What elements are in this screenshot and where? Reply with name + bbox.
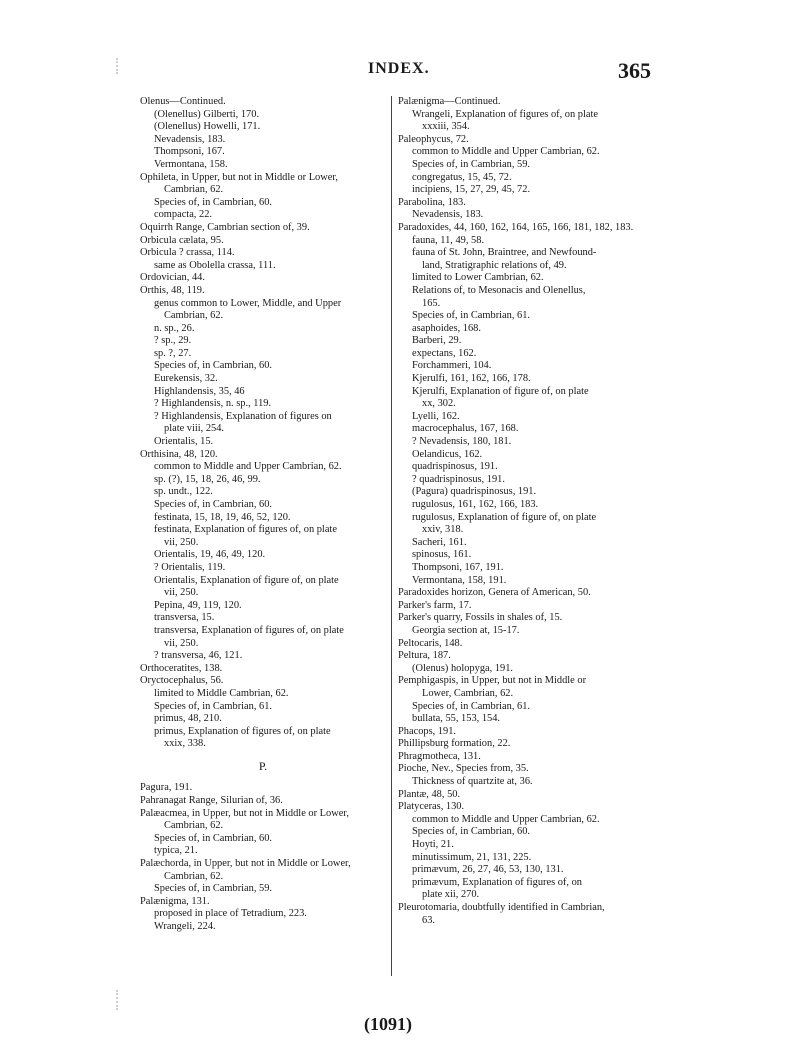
index-subentry: Species of, in Cambrian, 59. [412, 158, 531, 170]
index-entry: Ophileta, in Upper, but not in Middle or Lower, [140, 171, 338, 183]
section-letter: P. [258, 758, 268, 773]
margin-mark [116, 58, 128, 74]
index-subentry: vii, 250. [164, 637, 199, 649]
index-entry: Pahranagat Range, Silurian of, 36. [140, 795, 283, 807]
index-subentry: quadrispinosus, 191. [412, 461, 498, 473]
index-subentry: Cambrian, 62. [164, 184, 224, 196]
index-subentry: Orientalis, 19, 46, 49, 120. [154, 549, 266, 561]
index-subentry: Lower, Cambrian, 62. [422, 687, 514, 699]
index-subentry: Vermontana, 158, 191. [412, 574, 507, 586]
index-subentry: primus, Explanation of figures of, on plate [154, 725, 331, 737]
index-subentry: Georgia section at, 15-17. [412, 624, 520, 636]
index-entry: Platyceras, 130. [398, 801, 465, 813]
index-subentry: minutissimum, 21, 131, 225. [412, 851, 532, 863]
index-subentry: Thickness of quartzite at, 36. [412, 776, 533, 788]
index-subentry: xxix, 338. [164, 738, 206, 750]
index-entry: Phillipsburg formation, 22. [398, 738, 511, 750]
index-subentry: expectans, 162. [412, 347, 477, 359]
index-subentry: transversa, 15. [154, 612, 215, 624]
index-subentry: Thompsoni, 167. [154, 146, 225, 158]
index-subentry: ? Nevadensis, 180, 181. [412, 436, 512, 448]
index-entry: Peltocaris, 148. [398, 637, 463, 649]
index-subentry: Nevadensis, 183. [412, 209, 484, 221]
index-entry: Palæchorda, in Upper, but not in Middle or Lower, [140, 858, 351, 870]
index-subentry: Thompsoni, 167, 191. [412, 561, 504, 573]
index-subentry: xxiv, 318. [422, 524, 464, 536]
index-subentry: xx, 302. [422, 398, 456, 410]
index-subentry: Cambrian, 62. [164, 310, 224, 322]
index-subentry: spinosus, 161. [412, 549, 472, 561]
index-subentry: Pepina, 49, 119, 120. [154, 599, 242, 611]
index-subentry: bullata, 55, 153, 154. [412, 713, 501, 725]
index-entry: Paradoxides horizon, Genera of American, 50. [398, 587, 591, 599]
column-divider [391, 96, 392, 976]
index-subentry: Oelandicus, 162. [412, 448, 483, 460]
index-subentry: Species of, in Cambrian, 61. [154, 700, 273, 712]
index-subentry: sp. ?, 27. [154, 347, 192, 359]
index-subentry: Species of, in Cambrian, 60. [154, 499, 273, 510]
index-subentry: limited to Lower Cambrian, 62. [412, 272, 544, 284]
index-subentry: 165. [422, 297, 441, 309]
index-subentry: Highlandensis, 35, 46 [154, 385, 245, 397]
index-subentry: compacta, 22. [154, 209, 212, 221]
index-subentry: typica, 21. [154, 845, 198, 857]
index-subentry: festinata, 15, 18, 19, 46, 52, 120. [154, 511, 291, 523]
index-subentry: incipiens, 15, 27, 29, 45, 72. [412, 184, 531, 196]
index-subentry: (Pagura) quadrispinosus, 191. [412, 486, 537, 498]
index-subentry: xxxiii, 354. [422, 121, 470, 133]
index-subentry: Relations of, to Mesonacis and Olenellus, [412, 284, 586, 296]
index-entry: Olenus—Continued. [140, 96, 226, 107]
index-subentry: (Olenus) holopyga, 191. [412, 662, 514, 674]
index-subentry: rugulosus, Explanation of figure of, on plate [412, 511, 597, 523]
index-subentry: Species of, in Cambrian, 60. [412, 826, 531, 838]
index-subentry: transversa, Explanation of figures of, on plate [154, 624, 344, 636]
index-entry: Orbicula ? crassa, 114. [140, 247, 235, 259]
index-subentry: primus, 48, 210. [154, 713, 222, 725]
index-subentry: Species of, in Cambrian, 60. [154, 832, 273, 844]
index-subentry: Orientalis, 15. [154, 436, 214, 448]
index-subentry: same as Obolella crassa, 111. [154, 259, 276, 271]
index-entry: Pemphigaspis, in Upper, but not in Middle or [398, 675, 587, 687]
index-subentry: Hoyti, 21. [412, 839, 454, 851]
index-entry: Pagura, 191. [140, 782, 193, 794]
index-subentry: ? transversa, 46, 121. [154, 650, 243, 662]
index-subentry: Vermontana, 158. [154, 158, 228, 170]
index-subentry: Sacheri, 161. [412, 536, 467, 548]
index-subentry: ? Highlandensis, Explanation of figures on [154, 410, 332, 422]
index-subentry: limited to Middle Cambrian, 62. [154, 687, 289, 699]
index-subentry: Orientalis, Explanation of figure of, on plate [154, 574, 339, 586]
index-subentry: Lyelli, 162. [412, 410, 460, 422]
index-entry: Plantæ, 48, 50. [398, 788, 461, 800]
index-subentry: land, Stratigraphic relations of, 49. [422, 259, 567, 271]
index-subentry: common to Middle and Upper Cambrian, 62. [412, 813, 600, 825]
index-subentry: Forchammeri, 104. [412, 360, 492, 372]
index-column-left [140, 96, 386, 934]
index-subentry: 63. [422, 914, 435, 926]
index-subentry: vii, 250. [164, 536, 199, 548]
index-entry: Pleurotomaria, doubtfully identified in Cambrian, [398, 902, 605, 913]
index-subentry: Wrangeli, 224. [154, 921, 216, 932]
index-subentry: Species of, in Cambrian, 59. [154, 883, 273, 895]
index-subentry: ? quadrispinosus, 191. [412, 473, 505, 485]
index-subentry: n. sp., 26. [154, 322, 195, 334]
index-subentry: Eurekensis, 32. [154, 373, 218, 385]
index-subentry: macrocephalus, 167, 168. [412, 423, 519, 435]
index-entry: Pioche, Nev., Species from, 35. [398, 763, 529, 775]
index-entry: Paradoxides, 44, 160, 162, 164, 165, 166, 181, 182, 183. [398, 221, 634, 233]
index-subentry: genus common to Lower, Middle, and Upper [154, 297, 342, 309]
index-subentry: plate xii, 270. [422, 889, 480, 901]
index-subentry: (Olenellus) Howelli, 171. [154, 121, 261, 133]
index-subentry: Nevadensis, 183. [154, 133, 226, 145]
page-number: 365 [618, 58, 651, 83]
index-entry: Oquirrh Range, Cambrian section of, 39. [140, 221, 310, 233]
index-subentry: ? Highlandensis, n. sp., 119. [154, 398, 272, 410]
index-subentry: Cambrian, 62. [164, 820, 224, 832]
index-subentry: fauna of St. John, Braintree, and Newfound- [412, 247, 597, 259]
index-entry: Palænigma, 131. [140, 895, 210, 907]
index-subentry: Species of, in Cambrian, 61. [412, 700, 531, 712]
index-subentry: common to Middle and Upper Cambrian, 62. [412, 146, 600, 158]
index-entry: Palæacmea, in Upper, but not in Middle or Lower, [140, 807, 349, 819]
index-subentry: Kjerulfi, 161, 162, 166, 178. [412, 373, 531, 385]
index-entry: Orthis, 48, 119. [140, 284, 205, 296]
index-subentry: sp. (?), 15, 18, 26, 46, 99. [154, 473, 261, 485]
index-subentry: congregatus, 15, 45, 72. [412, 171, 512, 183]
index-entry: Ordovician, 44. [140, 272, 205, 284]
index-subentry: asaphoides, 168. [412, 322, 481, 334]
index-subentry: Barberi, 29. [412, 335, 462, 347]
index-subentry: Species of, in Cambrian, 60. [154, 196, 273, 208]
index-entry: Parker's farm, 17. [398, 599, 472, 611]
index-subentry: plate viii, 254. [164, 423, 225, 435]
index-subentry: vii, 250. [164, 587, 199, 599]
index-entry: Paleophycus, 72. [398, 133, 469, 145]
index-entry: Parabolina, 183. [398, 196, 466, 208]
index-subentry: primævum, Explanation of figures of, on [412, 876, 582, 888]
index-entry: Peltura, 187. [398, 650, 451, 662]
index-entry: Orbicula cælata, 95. [140, 234, 224, 246]
index-subentry: Wrangeli, Explanation of figures of, on plate [412, 108, 598, 120]
index-entry: Phragmotheca, 131. [398, 750, 481, 762]
index-subentry: rugulosus, 161, 162, 166, 183. [412, 499, 539, 510]
index-subentry: common to Middle and Upper Cambrian, 62. [154, 461, 342, 473]
index-entry: Phacops, 191. [398, 725, 457, 737]
index-entry: Orthisina, 48, 120. [140, 448, 218, 460]
index-subentry: fauna, 11, 49, 58. [412, 234, 485, 246]
index-subentry: Species of, in Cambrian, 61. [412, 310, 531, 322]
index-subentry: Cambrian, 62. [164, 870, 224, 882]
index-subentry: sp. undt., 122. [154, 486, 213, 498]
index-column-right [398, 96, 656, 927]
running-title: INDEX. [368, 60, 430, 77]
index-entry: Oryctocephalus, 56. [140, 675, 224, 687]
index-entry: Orthoceratites, 138. [140, 662, 223, 674]
index-subentry: proposed in place of Tetradium, 223. [154, 908, 307, 920]
index-entry: Palænigma—Continued. [398, 96, 501, 107]
index-subentry: (Olenellus) Gilberti, 170. [154, 108, 260, 120]
footer-page-ref: (1091) [364, 1014, 412, 1034]
index-subentry: Species of, in Cambrian, 60. [154, 360, 273, 372]
index-subentry: ? sp., 29. [154, 335, 192, 347]
index-subentry: ? Orientalis, 119. [154, 561, 226, 573]
index-subentry: festinata, Explanation of figures of, on plate [154, 524, 337, 536]
index-subentry: Kjerulfi, Explanation of figure of, on plate [412, 385, 589, 397]
index-subentry: primævum, 26, 27, 46, 53, 130, 131. [412, 864, 564, 876]
index-entry: Parker's quarry, Fossils in shales of, 15. [398, 612, 563, 624]
margin-mark [116, 990, 126, 1010]
